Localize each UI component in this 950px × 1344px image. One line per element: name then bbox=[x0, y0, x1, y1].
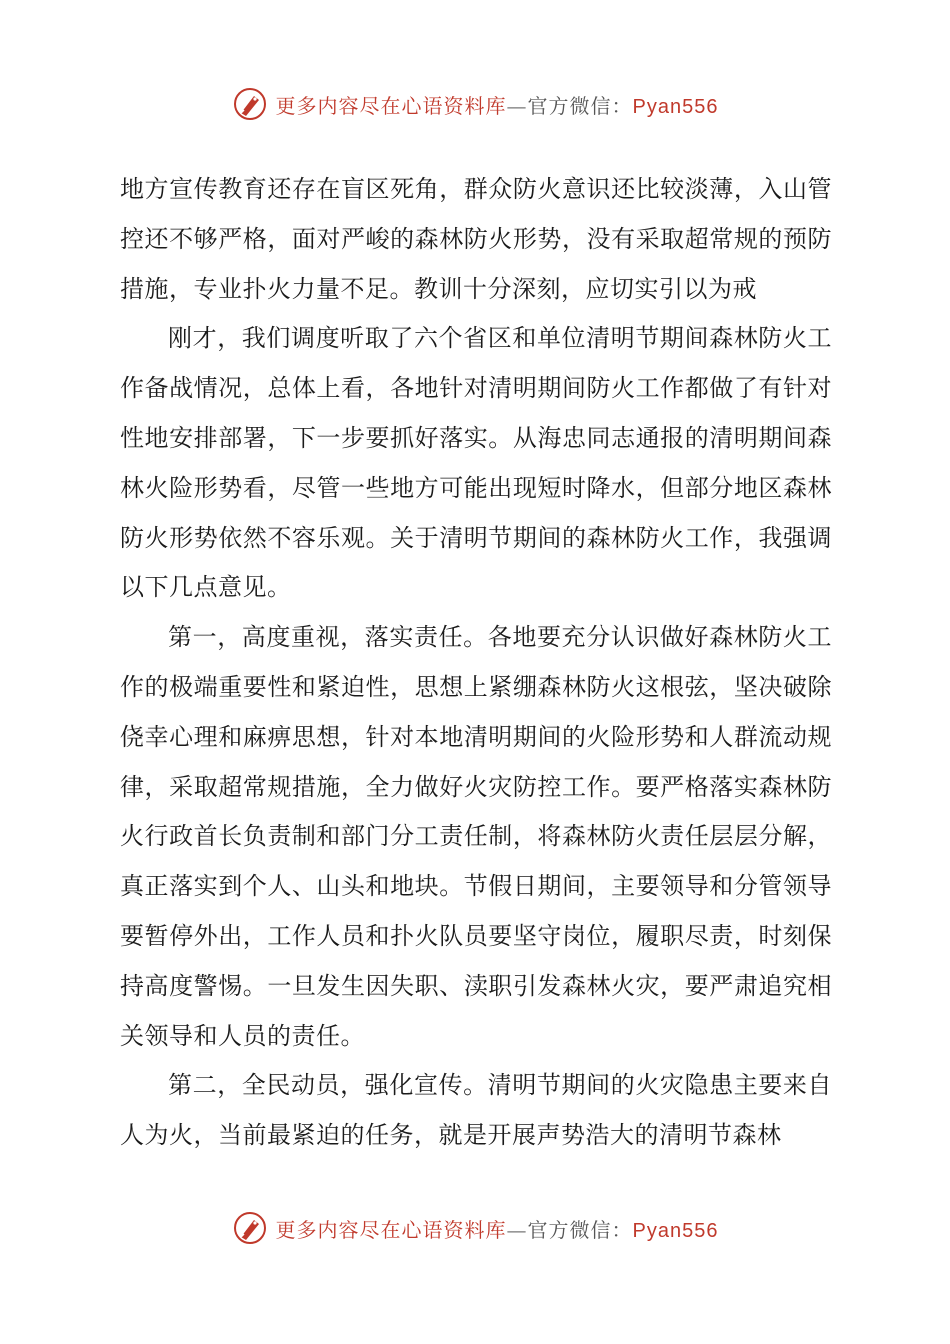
header-banner bbox=[0, 84, 950, 124]
footer-wechat-id: Pyan556 bbox=[632, 1219, 719, 1242]
header-wechat-id: Pyan556 bbox=[632, 95, 719, 118]
paragraph: 第二，全民动员，强化宣传。清明节期间的火灾隐患主要来自人为火，当前最紧迫的任务，就是开展声势浩大的清明节森林 bbox=[120, 1071, 832, 1150]
paragraph: 第一，高度重视，落实责任。各地要充分认识做好森林防火工作的极端重要性和紧迫性，思想上紧绷森林防火这根弦，坚决破除侥幸心理和麻痹思想，针对本地清明期间的火险形势和人群流动规律，采取超常规措施，全力做好火灾防控工作。要严格落实森林防火行政首长负责制和部门分工责任制，将森林防火责任层层分解，真正落实到个人、山头和地块。节假日期间，主要领导和分管领导要暂停外出，工作人员和扑火队员要坚守岗位，履职尽责，时刻保持高度警惕。一旦发生因失职、渎职引发森林火灾，要严肃追究相关领导和人员的责任。 bbox=[120, 623, 832, 1050]
header-wechat-label: 官方微信： bbox=[527, 93, 633, 118]
document-body bbox=[120, 165, 832, 1161]
header-text bbox=[276, 90, 719, 119]
pen-nib-circle-icon bbox=[232, 1210, 268, 1246]
footer-site-text: 更多内容尽在心语资料库 bbox=[275, 1217, 507, 1242]
footer-text bbox=[276, 1214, 719, 1243]
header-site-text: 更多内容尽在心语资料库 bbox=[275, 93, 507, 118]
footer-dash: — bbox=[506, 1217, 528, 1242]
footer-wechat-label: 官方微信： bbox=[527, 1217, 633, 1242]
paragraph: 刚才，我们调度听取了六个省区和单位清明节期间森林防火工作备战情况，总体上看，各地针对清明期间防火工作都做了有针对性地安排部署，下一步要抓好落实。从海忠同志通报的清明期间森林火险形势看，尽管一些地方可能出现短时降水，但部分地区森林防火形势依然不容乐观。关于清明节期间的森林防火工作，我强调以下几点意见。 bbox=[120, 324, 832, 602]
paragraph-continuation: 地方宣传教育还存在盲区死角，群众防火意识还比较淡薄，入山管控还不够严格，面对严峻的森林防火形势，没有采取超常规的预防措施，专业扑火力量不足。教训十分深刻，应切实引以为戒 bbox=[120, 175, 832, 303]
pen-nib-circle-icon bbox=[232, 86, 268, 122]
footer-banner bbox=[0, 1208, 950, 1248]
header-dash: — bbox=[506, 93, 528, 118]
